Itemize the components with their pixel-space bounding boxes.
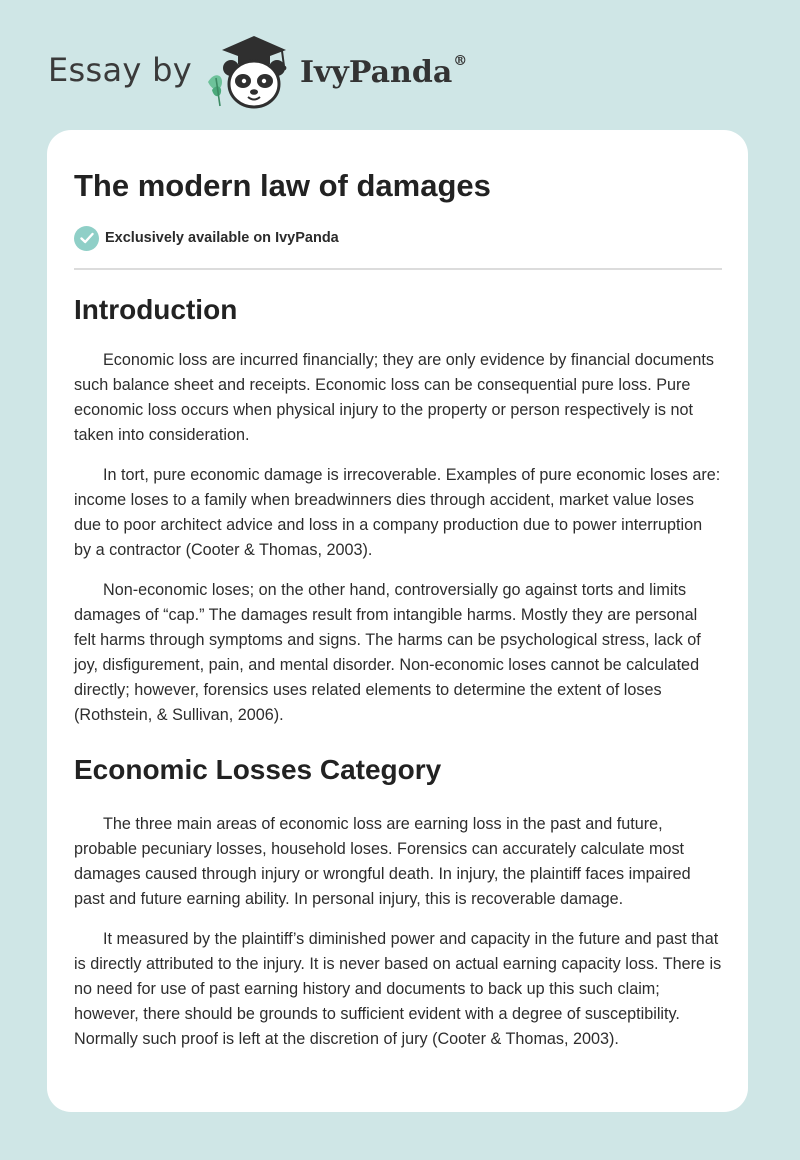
paragraph: Economic loss are incurred financially; they are only evidence by financial documents such balance sheet and receipts. Economic loss can be consequential pure loss. Pure economic loss occurs when physical injury to the property or person respectively is not taken into consideration. — [74, 351, 714, 444]
brand-name[interactable]: IvyPanda® — [299, 52, 468, 90]
exclusive-badge — [74, 224, 722, 252]
essay-by-label: Essay by — [48, 51, 192, 89]
section-heading-economic-losses: Economic Losses Category — [74, 754, 442, 785]
paragraph: It measured by the plaintiff’s diminished power and capacity in the future and past that is directly attributed to the injury. It is never based on actual earning capacity loss. There is no need for use of past earning history and documents to back up this such claim; however, there should be grounds to sufficient evident with a degree of susceptibility. Normally such proof is left at the discretion of jury (Cooter & Thomas, 2003). — [74, 930, 722, 1048]
paragraph: The three main areas of economic loss are earning loss in the past and future, probable pecuniary losses, household loses. Forensics can accurately calculate most damages caused through injury or wrongful death. In injury, the plaintiff faces impaired past and future earning ability. In personal injury, this is recoverable damage. — [74, 815, 691, 908]
panda-logo-icon — [204, 28, 296, 112]
paragraph: Non-economic loses; on the other hand, controversially go against torts and limits damages of “cap.” The damages result from intangible harms. Mostly they are personal felt harms through symptoms and signs. The harms can be psychological stress, lack of joy, disfigurement, pain, and mental disorder. Non-economic loses cannot be calculated directly; however, forensics uses related elements to determine the extent of loses (Rothstein, & Sullivan, 2006). — [74, 581, 701, 724]
registered-mark: ® — [453, 52, 468, 69]
check-icon — [74, 226, 99, 251]
essay-title: The modern law of damages — [74, 168, 491, 203]
paragraph: In tort, pure economic damage is irrecoverable. Examples of pure economic loses are: income loses to a family when breadwinners dies through accident, market value loses due to poor architect advice and loss in a company production due to power interruption by a contractor (Cooter & Thomas, 2003). — [74, 466, 721, 559]
site-header — [48, 28, 467, 112]
essay-card — [47, 130, 748, 1112]
title-divider — [74, 268, 722, 270]
section-heading-introduction: Introduction — [74, 294, 238, 325]
exclusive-badge-text: Exclusively available on IvyPanda — [105, 230, 339, 246]
